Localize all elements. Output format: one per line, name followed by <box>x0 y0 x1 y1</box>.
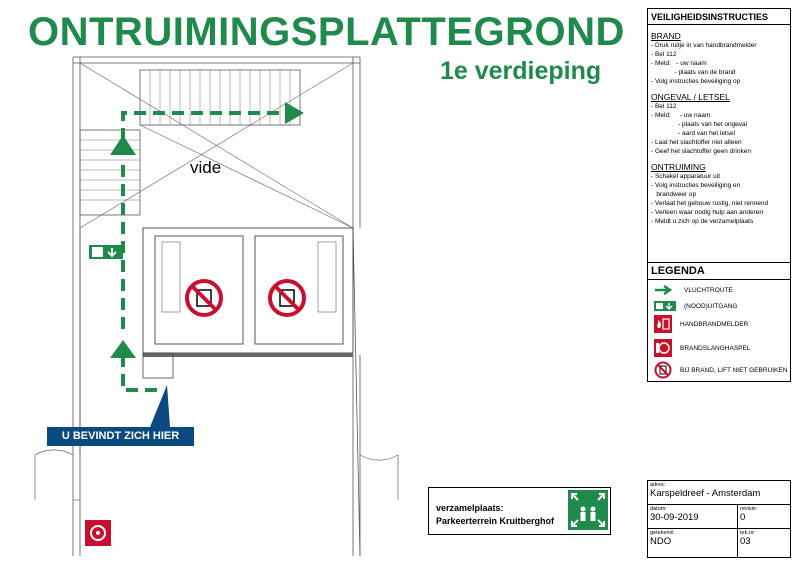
instruction-item: - Laat het slachtoffer niet alleen <box>651 139 742 146</box>
legend-label: BIJ BRAND, LIFT NIET GEBRUIKEN <box>680 366 788 374</box>
drawn-by-label: getekend: <box>650 530 675 536</box>
instruction-item: - plaats van het ongeval <box>651 121 748 128</box>
instructions-title: VEILIGHEIDSINSTRUCTIES <box>648 9 790 25</box>
date-label: datum: <box>650 506 667 512</box>
legend-label: BRANDSLANGHASPEL <box>680 344 751 352</box>
date-value: 30-09-2019 <box>650 512 699 523</box>
legend-item-no-lift <box>654 361 787 379</box>
no-lift-sign <box>187 281 221 315</box>
drawn-by-cell <box>648 529 738 557</box>
legend-label: HANDBRANDMELDER <box>680 320 749 328</box>
void-label: vide <box>190 158 222 177</box>
assembly-point-icon <box>568 490 608 530</box>
fire-hose-icon <box>654 339 672 357</box>
fire-hose-sign <box>85 520 111 546</box>
section-brand <box>648 31 790 86</box>
instruction-item: - aard van het letsel <box>651 130 736 137</box>
title-block <box>647 480 791 558</box>
assembly-point-label: verzamelplaats: <box>436 503 504 513</box>
no-lift-icon <box>654 361 672 379</box>
drawing-number-label: tek.nr: <box>740 530 756 536</box>
instruction-item: - Volg instructies beveiliging op <box>651 78 741 85</box>
revision-label: revisie: <box>740 506 758 512</box>
legend-title: LEGENDA <box>648 262 790 280</box>
escape-route <box>123 113 285 390</box>
page-title: ONTRUIMINGSPLATTEGROND <box>28 10 625 54</box>
legend-label: (NOOD)UITGANG <box>684 302 738 310</box>
revision-value: 0 <box>740 512 746 523</box>
legend-item-escape-route <box>654 285 733 295</box>
safety-instructions-panel <box>647 8 791 382</box>
legend-item-fire-alarm <box>654 315 748 333</box>
address-label: adres: <box>650 482 666 488</box>
you-are-here-label: U BEVINDT ZICH HIER <box>47 427 194 446</box>
section-heading: ONGEVAL / LETSEL <box>651 92 730 102</box>
instruction-item: - Verlaat het gebouw rustig, niet rennend <box>651 200 769 207</box>
instruction-item: - Bel 112 <box>651 103 677 110</box>
date-cell <box>648 505 738 529</box>
instruction-item: - plaats van de brand <box>651 69 736 76</box>
instruction-item: - Bel 112 <box>651 51 677 58</box>
instruction-item: - Druk ruitje in van handbrandmelder <box>651 42 757 49</box>
address-cell <box>648 481 790 505</box>
section-heading: ONTRUIMING <box>651 162 706 172</box>
instruction-item: - Schakel apparatuur uit <box>651 173 721 180</box>
no-lift-sign <box>270 281 304 315</box>
instruction-item: - Verleen waar nodig hulp aan anderen <box>651 209 764 216</box>
arrow-right-icon <box>654 285 676 295</box>
instruction-item: - Meldt u zich op de verzamelplaats <box>651 218 754 225</box>
drawing-number-value: 03 <box>740 536 751 547</box>
section-accident <box>648 92 790 156</box>
emergency-exit-sign <box>89 245 123 259</box>
instruction-item: - Geef het slachtoffer geen drinken <box>651 148 751 155</box>
revision-cell <box>738 505 790 529</box>
legend-item-exit <box>654 301 737 311</box>
instruction-item: brandweer op <box>651 191 697 198</box>
section-heading: BRAND <box>651 31 681 41</box>
assembly-point-place: Parkeerterrein Kruitberghof <box>436 516 555 526</box>
emergency-exit-icon <box>654 301 676 311</box>
fire-alarm-icon <box>654 315 672 333</box>
floor-label: 1e verdieping <box>440 57 602 85</box>
instruction-item: - Meld: - uw naam <box>651 112 711 119</box>
instruction-item: - Volg instructies beveiliging en <box>651 182 741 189</box>
legend-label: VLUCHTROUTE <box>684 286 733 294</box>
drawn-by-value: NDO <box>650 536 672 547</box>
drawing-number-cell <box>738 529 790 557</box>
address-value: Karspeldreef - Amsterdam <box>650 488 761 499</box>
instruction-item: - Meld: - uw naam <box>651 60 707 67</box>
section-evacuation <box>648 162 790 226</box>
legend-item-fire-hose <box>654 339 750 357</box>
